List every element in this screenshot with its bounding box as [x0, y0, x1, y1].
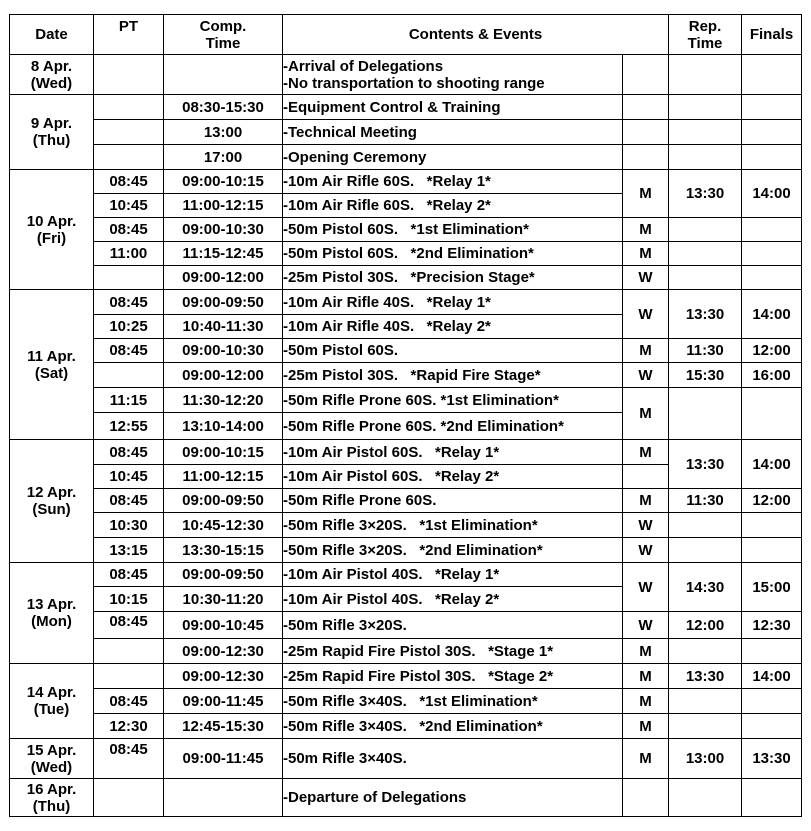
event-cell: -10m Air Rifle 60S. *Relay 2*: [283, 194, 623, 218]
comp-time-cell: 09:00-10:30: [164, 218, 283, 242]
date-cell: 11 Apr. (Sat): [10, 290, 94, 440]
table-row: [10, 489, 802, 513]
table-row: [10, 513, 802, 538]
rep-time-cell: 11:30: [669, 489, 742, 513]
table-row: [10, 339, 802, 363]
event-cell: -25m Pistol 30S. *Rapid Fire Stage*: [283, 363, 623, 388]
gender-cell: M: [623, 339, 669, 363]
pt-cell: 11:15: [94, 388, 164, 413]
comp-time-cell: 09:00-10:15: [164, 440, 283, 465]
comp-time-cell: 10:45-12:30: [164, 513, 283, 538]
header-rep-time: Rep. Time: [669, 15, 742, 55]
table-row: [10, 363, 802, 388]
gender-cell: W: [623, 563, 669, 612]
event-cell: -50m Pistol 60S. *2nd Elimination*: [283, 242, 623, 266]
comp-time-cell: 11:00-12:15: [164, 465, 283, 489]
event-cell: -50m Rifle Prone 60S. *2nd Elimination*: [283, 413, 623, 440]
gender-cell: M: [623, 739, 669, 779]
event-cell: -50m Rifle 3×20S. *1st Elimination*: [283, 513, 623, 538]
pt-cell: 08:45: [94, 170, 164, 194]
comp-time-cell: 13:00: [164, 120, 283, 145]
comp-time-cell: 11:30-12:20: [164, 388, 283, 413]
gender-cell: W: [623, 538, 669, 563]
pt-cell: 10:25: [94, 315, 164, 339]
table-row: [10, 612, 802, 639]
pt-cell: 12:30: [94, 714, 164, 739]
gender-cell: W: [623, 266, 669, 290]
date-cell: 16 Apr. (Thu): [10, 779, 94, 817]
header-contents-events: Contents & Events: [283, 15, 669, 55]
rep-time-cell: 13:30: [669, 170, 742, 218]
pt-cell: 08:45: [94, 689, 164, 714]
gender-cell: W: [623, 612, 669, 639]
event-cell: -25m Rapid Fire Pistol 30S. *Stage 1*: [283, 639, 623, 664]
table-row: [10, 120, 802, 145]
table-row: [10, 739, 802, 779]
gender-cell: M: [623, 218, 669, 242]
event-cell: -10m Air Rifle 40S. *Relay 2*: [283, 315, 623, 339]
event-cell: -50m Rifle 3×40S.: [283, 739, 623, 779]
comp-time-cell: 13:10-14:00: [164, 413, 283, 440]
comp-time-cell: 10:40-11:30: [164, 315, 283, 339]
pt-cell: 08:45: [94, 739, 164, 779]
table-row: [10, 388, 802, 413]
finals-cell: 14:00: [742, 170, 802, 218]
pt-cell: 12:55: [94, 413, 164, 440]
gender-cell: M: [623, 440, 669, 465]
gender-cell: M: [623, 170, 669, 218]
comp-time-cell: 10:30-11:20: [164, 587, 283, 612]
table-row: [10, 218, 802, 242]
comp-time-cell: 09:00-12:30: [164, 639, 283, 664]
header-comp-time: Comp. Time: [164, 15, 283, 55]
finals-cell: 12:00: [742, 489, 802, 513]
event-cell: -50m Rifle 3×40S. *1st Elimination*: [283, 689, 623, 714]
finals-cell: 14:00: [742, 664, 802, 689]
header-finals: Finals: [742, 15, 802, 55]
header-row: [10, 15, 802, 55]
header-date: Date: [10, 15, 94, 55]
event-cell: -Arrival of Delegations -No transportation to shooting range: [283, 55, 623, 95]
comp-time-cell: 09:00-11:45: [164, 739, 283, 779]
event-cell: -50m Rifle Prone 60S.: [283, 489, 623, 513]
table-row: [10, 664, 802, 689]
comp-time-cell: 09:00-10:30: [164, 339, 283, 363]
event-cell: -50m Rifle 3×40S. *2nd Elimination*: [283, 714, 623, 739]
event-cell: -50m Pistol 60S.: [283, 339, 623, 363]
event-cell: -Technical Meeting: [283, 120, 623, 145]
table-row: [10, 95, 802, 120]
event-cell: -Opening Ceremony: [283, 145, 623, 170]
table-row: [10, 55, 802, 95]
table-row: [10, 170, 802, 194]
comp-time-cell: 09:00-09:50: [164, 290, 283, 315]
event-cell: -10m Air Pistol 40S. *Relay 1*: [283, 563, 623, 587]
finals-cell: 14:00: [742, 440, 802, 489]
pt-cell: 08:45: [94, 489, 164, 513]
event-cell: -10m Air Pistol 40S. *Relay 2*: [283, 587, 623, 612]
finals-cell: 16:00: [742, 363, 802, 388]
finals-cell: 12:30: [742, 612, 802, 639]
comp-time-cell: 11:00-12:15: [164, 194, 283, 218]
event-cell: -50m Rifle Prone 60S. *1st Elimination*: [283, 388, 623, 413]
event-cell: -10m Air Rifle 40S. *Relay 1*: [283, 290, 623, 315]
event-cell: -25m Pistol 30S. *Precision Stage*: [283, 266, 623, 290]
comp-time-cell: 13:30-15:15: [164, 538, 283, 563]
table-row: [10, 538, 802, 563]
rep-time-cell: 11:30: [669, 339, 742, 363]
gender-cell: W: [623, 290, 669, 339]
event-cell: -50m Rifle 3×20S. *2nd Elimination*: [283, 538, 623, 563]
comp-time-cell: 09:00-10:15: [164, 170, 283, 194]
comp-time-cell: 09:00-12:00: [164, 363, 283, 388]
pt-cell: 13:15: [94, 538, 164, 563]
pt-cell: 10:45: [94, 465, 164, 489]
table-row: [10, 639, 802, 664]
pt-cell: 08:45: [94, 612, 164, 639]
rep-time-cell: 13:30: [669, 664, 742, 689]
event-cell: -10m Air Rifle 60S. *Relay 1*: [283, 170, 623, 194]
rep-time-cell: 15:30: [669, 363, 742, 388]
event-cell: -50m Pistol 60S. *1st Elimination*: [283, 218, 623, 242]
competition-schedule-table: [9, 14, 802, 817]
header-pt: PT: [94, 15, 164, 55]
rep-time-cell: 14:30: [669, 563, 742, 612]
comp-time-cell: 09:00-12:30: [164, 664, 283, 689]
gender-cell: M: [623, 388, 669, 440]
gender-cell: M: [623, 639, 669, 664]
date-cell: 9 Apr. (Thu): [10, 95, 94, 170]
gender-cell: M: [623, 664, 669, 689]
event-cell: -10m Air Pistol 60S. *Relay 1*: [283, 440, 623, 465]
comp-time-cell: 08:30-15:30: [164, 95, 283, 120]
date-cell: 8 Apr. (Wed): [10, 55, 94, 95]
finals-cell: 14:00: [742, 290, 802, 339]
pt-cell: 10:30: [94, 513, 164, 538]
comp-time-cell: 09:00-11:45: [164, 689, 283, 714]
gender-cell: W: [623, 513, 669, 538]
table-row: [10, 266, 802, 290]
gender-cell: M: [623, 714, 669, 739]
comp-time-cell: 12:45-15:30: [164, 714, 283, 739]
gender-cell: M: [623, 242, 669, 266]
comp-time-cell: 11:15-12:45: [164, 242, 283, 266]
table-row: [10, 242, 802, 266]
event-cell: -10m Air Pistol 60S. *Relay 2*: [283, 465, 623, 489]
rep-time-cell: 12:00: [669, 612, 742, 639]
comp-time-cell: 09:00-09:50: [164, 563, 283, 587]
rep-time-cell: 13:30: [669, 440, 742, 489]
comp-time-cell: 17:00: [164, 145, 283, 170]
gender-cell: W: [623, 363, 669, 388]
table-row: [10, 563, 802, 587]
finals-cell: 15:00: [742, 563, 802, 612]
pt-cell: 08:45: [94, 563, 164, 587]
table-row: [10, 779, 802, 817]
comp-time-cell: 09:00-10:45: [164, 612, 283, 639]
table-row: [10, 689, 802, 714]
gender-cell: M: [623, 489, 669, 513]
pt-cell: 08:45: [94, 339, 164, 363]
comp-time-cell: 09:00-09:50: [164, 489, 283, 513]
pt-cell: 08:45: [94, 218, 164, 242]
gender-cell: M: [623, 689, 669, 714]
date-cell: 15 Apr. (Wed): [10, 739, 94, 779]
rep-time-cell: 13:00: [669, 739, 742, 779]
date-cell: 10 Apr. (Fri): [10, 170, 94, 290]
finals-cell: 13:30: [742, 739, 802, 779]
date-cell: 14 Apr. (Tue): [10, 664, 94, 739]
event-cell: -Departure of Delegations: [283, 779, 623, 817]
pt-cell: 11:00: [94, 242, 164, 266]
event-cell: -25m Rapid Fire Pistol 30S. *Stage 2*: [283, 664, 623, 689]
date-cell: 12 Apr. (Sun): [10, 440, 94, 563]
rep-time-cell: 13:30: [669, 290, 742, 339]
table-row: [10, 145, 802, 170]
event-cell: -Equipment Control & Training: [283, 95, 623, 120]
finals-cell: 12:00: [742, 339, 802, 363]
table-row: [10, 440, 802, 465]
table-row: [10, 290, 802, 315]
event-cell: -50m Rifle 3×20S.: [283, 612, 623, 639]
comp-time-cell: 09:00-12:00: [164, 266, 283, 290]
pt-cell: 10:15: [94, 587, 164, 612]
pt-cell: 10:45: [94, 194, 164, 218]
pt-cell: 08:45: [94, 440, 164, 465]
date-cell: 13 Apr. (Mon): [10, 563, 94, 664]
pt-cell: 08:45: [94, 290, 164, 315]
table-row: [10, 714, 802, 739]
